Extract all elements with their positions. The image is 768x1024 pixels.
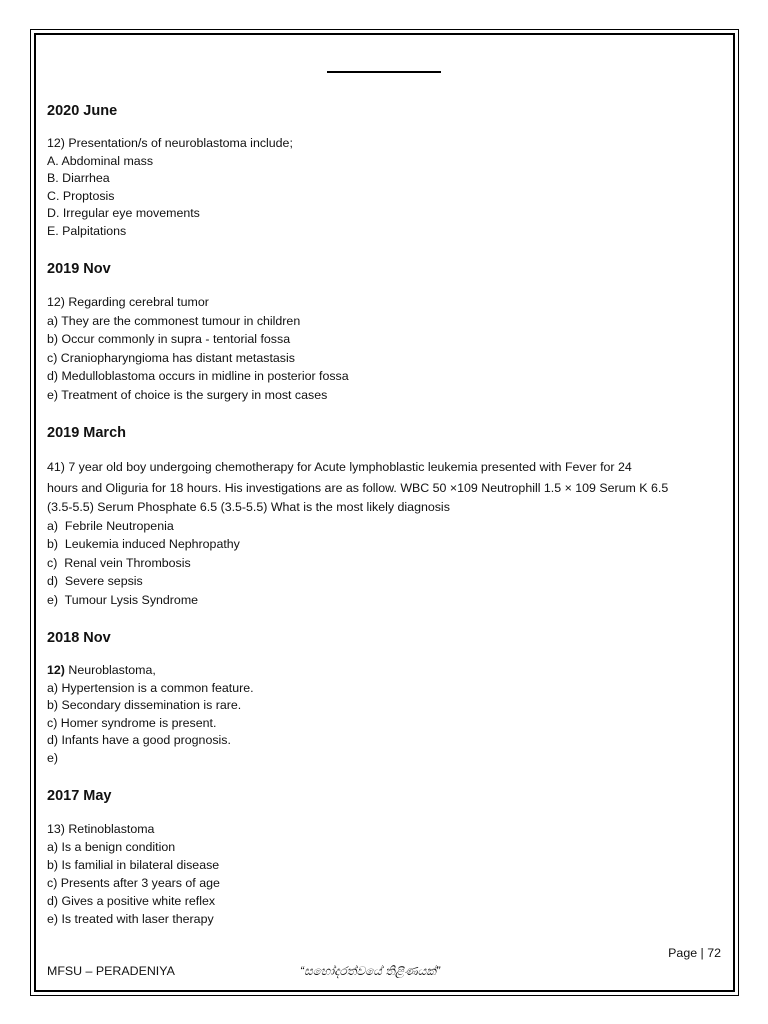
footer-motto: “සහෝදරත්වයේ තිළිණයක්”: [300, 964, 441, 978]
section-2019-march: [47, 422, 727, 609]
answer-option: b) Secondary dissemination is rare.: [47, 698, 242, 712]
answer-option: a) They are the commonest tumour in children: [47, 313, 301, 328]
answer-option: A. Abdominal mass: [47, 153, 154, 168]
answer-option: d) Gives a positive white reflex: [47, 894, 216, 908]
answer-option: e): [47, 750, 59, 765]
answer-option: E. Palpitations: [47, 223, 127, 238]
answer-option: e) Is treated with laser therapy: [47, 912, 214, 926]
section-heading: 2020 June: [47, 103, 118, 119]
question-stem-line: hours and Oliguria for 18 hours. His investigations are as follow. WBC 50 ×109 Neutrophill 1.5 × 109 Serum K 6.5: [47, 480, 669, 495]
question-stem: [47, 662, 727, 680]
page-number: Page | 72: [668, 946, 721, 960]
section-2018-nov: [47, 627, 727, 767]
question-stem-line: 41) 7 year old boy undergoing chemotherapy for Acute lymphoblastic leukemia presented with Fever for 24: [47, 460, 632, 474]
footer-organization: MFSU – PERADENIYA: [47, 964, 175, 978]
question-text: Neuroblastoma,: [64, 663, 156, 677]
question-stem: 12) Regarding cerebral tumor: [47, 295, 209, 309]
section-2017-may: [47, 785, 727, 928]
answer-option: b) Leukemia induced Nephropathy: [47, 537, 240, 551]
answer-option: c) Homer syndrome is present.: [47, 715, 217, 730]
section-heading: 2017 May: [47, 788, 112, 804]
answer-option: b) Is familial in bilateral disease: [47, 858, 220, 872]
answer-option: d) Severe sepsis: [47, 574, 143, 588]
answer-option: B. Diarrhea: [47, 171, 110, 185]
answer-option: a) Febrile Neutropenia: [47, 518, 174, 533]
answer-option: c) Presents after 3 years of age: [47, 876, 220, 890]
top-horizontal-rule: [327, 71, 441, 73]
page-content: [47, 100, 727, 928]
question-stem-line: (3.5-5.5) Serum Phosphate 6.5 (3.5-5.5) What is the most likely diagnosis: [47, 500, 450, 514]
answer-option: e) Tumour Lysis Syndrome: [47, 592, 199, 607]
section-2019-nov: [47, 258, 727, 404]
answer-option: e) Treatment of choice is the surgery in most cases: [47, 387, 328, 402]
question-stem: 13) Retinoblastoma: [47, 822, 155, 836]
answer-option: d) Medulloblastoma occurs in midline in posterior fossa: [47, 369, 349, 383]
question-number: 12): [47, 663, 65, 677]
answer-option: c) Renal vein Thrombosis: [47, 555, 191, 570]
answer-option: c) Craniopharyngioma has distant metastasis: [47, 350, 295, 365]
section-heading: 2019 March: [47, 425, 126, 441]
section-heading: 2018 Nov: [47, 630, 111, 646]
section-2020-june: [47, 100, 727, 240]
answer-option: a) Is a benign condition: [47, 840, 176, 854]
answer-option: b) Occur commonly in supra - tentorial fossa: [47, 332, 291, 346]
section-heading: 2019 Nov: [47, 261, 111, 277]
answer-option: C. Proptosis: [47, 188, 115, 203]
answer-option: a) Hypertension is a common feature.: [47, 680, 254, 695]
answer-option: d) Infants have a good prognosis.: [47, 733, 231, 747]
answer-option: D. Irregular eye movements: [47, 206, 200, 220]
question-stem: 12) Presentation/s of neuroblastoma include;: [47, 136, 293, 150]
